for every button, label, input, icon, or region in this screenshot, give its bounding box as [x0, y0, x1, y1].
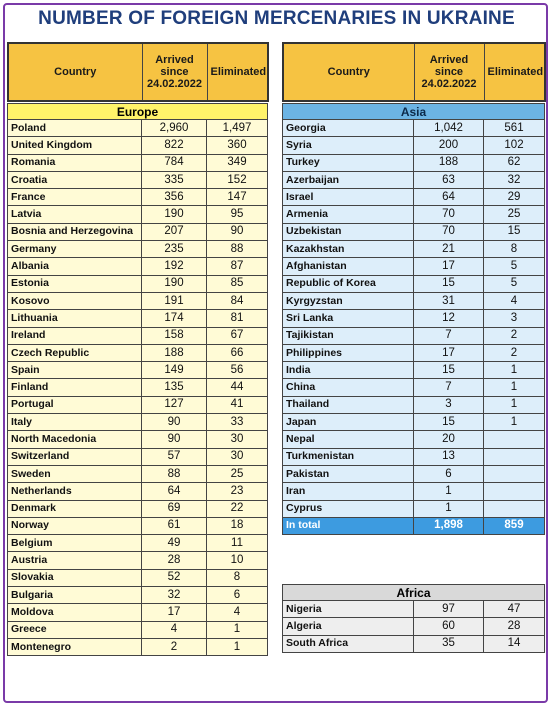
eliminated-cell: 10	[207, 552, 268, 569]
country-cell: France	[8, 189, 142, 206]
arrived-cell: 69	[142, 500, 207, 517]
eliminated-cell: 6	[207, 587, 268, 604]
arrived-cell: 784	[142, 154, 207, 171]
table-row	[8, 171, 268, 188]
arrived-cell: 32	[142, 587, 207, 604]
country-cell: Kazakhstan	[283, 241, 414, 258]
arrived-header	[142, 43, 207, 101]
table-row	[283, 379, 545, 396]
arrived-cell: 17	[414, 258, 484, 275]
arrived-cell: 57	[142, 448, 207, 465]
arrived-cell: 31	[414, 292, 484, 309]
eliminated-cell: 15	[484, 223, 545, 240]
eliminated-cell	[484, 448, 545, 465]
eliminated-cell: 30	[207, 448, 268, 465]
arrived-cell: 70	[414, 206, 484, 223]
arrived-header-line2: since	[160, 66, 189, 78]
country-cell: Israel	[283, 189, 414, 206]
country-cell: Lithuania	[8, 310, 142, 327]
arrived-cell: 174	[142, 310, 207, 327]
eliminated-cell: 25	[207, 465, 268, 482]
arrived-cell: 235	[142, 241, 207, 258]
arrived-cell: 21	[414, 241, 484, 258]
eliminated-cell: 561	[484, 120, 545, 137]
europe-header-table	[7, 42, 269, 102]
table-row	[8, 587, 268, 604]
table-row	[283, 396, 545, 413]
country-cell: Spain	[8, 362, 142, 379]
table-row	[283, 171, 545, 188]
arrived-cell: 1,042	[414, 120, 484, 137]
arrived-cell: 13	[414, 448, 484, 465]
arrived-cell: 52	[142, 569, 207, 586]
eliminated-cell: 84	[207, 292, 268, 309]
country-cell: Estonia	[8, 275, 142, 292]
country-cell: Philippines	[283, 344, 414, 361]
eliminated-cell: 29	[484, 189, 545, 206]
eliminated-cell	[484, 465, 545, 482]
country-cell: Iran	[283, 483, 414, 500]
table-row	[8, 638, 268, 655]
table-row	[8, 431, 268, 448]
table-row	[283, 189, 545, 206]
table-row	[8, 120, 268, 137]
table-row	[283, 431, 545, 448]
table-row	[8, 362, 268, 379]
arrived-cell: 356	[142, 189, 207, 206]
table-row	[283, 327, 545, 344]
country-cell: Afghanistan	[283, 258, 414, 275]
country-cell: Greece	[8, 621, 142, 638]
arrived-cell: 200	[414, 137, 484, 154]
arrived-cell: 97	[414, 601, 484, 618]
country-cell: Kyrgyzstan	[283, 292, 414, 309]
table-row	[8, 275, 268, 292]
eliminated-cell: 2	[484, 344, 545, 361]
country-cell: India	[283, 362, 414, 379]
country-cell: Czech Republic	[8, 344, 142, 361]
arrived-cell: 149	[142, 362, 207, 379]
table-row	[283, 601, 545, 618]
arrived-cell: 64	[414, 189, 484, 206]
arrived-cell: 822	[142, 137, 207, 154]
arrived-cell: 20	[414, 431, 484, 448]
africa-section-label: Africa	[283, 585, 545, 601]
country-cell: Nigeria	[283, 601, 414, 618]
country-cell: Norway	[8, 517, 142, 534]
arrived-cell: 7	[414, 379, 484, 396]
arrived-cell: 61	[142, 517, 207, 534]
country-cell: Bulgaria	[8, 587, 142, 604]
arrived-cell: 190	[142, 206, 207, 223]
arrived-cell: 335	[142, 171, 207, 188]
eliminated-cell: 28	[484, 618, 545, 635]
arrived-cell: 15	[414, 362, 484, 379]
eliminated-cell: 22	[207, 500, 268, 517]
arrived-cell: 17	[142, 604, 207, 621]
country-cell: Italy	[8, 414, 142, 431]
total-eliminated: 859	[484, 517, 545, 534]
country-cell: Portugal	[8, 396, 142, 413]
table-row	[8, 223, 268, 240]
country-cell: Germany	[8, 241, 142, 258]
country-cell: Poland	[8, 120, 142, 137]
country-cell: Turkey	[283, 154, 414, 171]
arrived-cell: 1	[414, 483, 484, 500]
arrived-cell: 4	[142, 621, 207, 638]
table-row	[283, 241, 545, 258]
country-cell: Algeria	[283, 618, 414, 635]
eliminated-cell: 85	[207, 275, 268, 292]
arrived-cell: 158	[142, 327, 207, 344]
arrived-cell: 15	[414, 275, 484, 292]
eliminated-cell: 25	[484, 206, 545, 223]
table-row	[8, 448, 268, 465]
arrived-cell: 12	[414, 310, 484, 327]
arrived-cell: 1	[414, 500, 484, 517]
eliminated-cell: 87	[207, 258, 268, 275]
arrived-cell: 6	[414, 465, 484, 482]
arrived-cell: 88	[142, 465, 207, 482]
asia-rows	[283, 120, 545, 518]
table-row	[283, 275, 545, 292]
eliminated-cell: 349	[207, 154, 268, 171]
arrived-cell: 2	[142, 638, 207, 655]
table-row	[8, 552, 268, 569]
table-row	[8, 414, 268, 431]
eliminated-cell: 1	[207, 638, 268, 655]
eliminated-cell: 1	[484, 396, 545, 413]
total-label: In total	[283, 517, 414, 534]
eliminated-cell: 90	[207, 223, 268, 240]
eliminated-cell: 147	[207, 189, 268, 206]
eliminated-cell: 8	[207, 569, 268, 586]
country-cell: Uzbekistan	[283, 223, 414, 240]
arrived-cell: 28	[142, 552, 207, 569]
arrived-cell: 135	[142, 379, 207, 396]
table-row	[8, 379, 268, 396]
table-row	[283, 618, 545, 635]
country-cell: Azerbaijan	[283, 171, 414, 188]
arrived-cell: 17	[414, 344, 484, 361]
table-row	[283, 154, 545, 171]
eliminated-cell: 95	[207, 206, 268, 223]
country-cell: Kosovo	[8, 292, 142, 309]
table-row	[8, 517, 268, 534]
country-cell: Slovakia	[8, 569, 142, 586]
country-cell: Albania	[8, 258, 142, 275]
eliminated-cell: 1	[207, 621, 268, 638]
arrived-cell: 60	[414, 618, 484, 635]
country-cell: United Kingdom	[8, 137, 142, 154]
country-cell: Cyprus	[283, 500, 414, 517]
arrived-cell: 192	[142, 258, 207, 275]
table-row	[283, 500, 545, 517]
arrived-cell: 190	[142, 275, 207, 292]
eliminated-cell: 1,497	[207, 120, 268, 137]
eliminated-cell: 4	[484, 292, 545, 309]
country-cell: Denmark	[8, 500, 142, 517]
table-row	[8, 258, 268, 275]
table-row	[8, 535, 268, 552]
table-row	[283, 137, 545, 154]
eliminated-cell: 66	[207, 344, 268, 361]
eliminated-cell: 360	[207, 137, 268, 154]
arrived-cell: 2,960	[142, 120, 207, 137]
arrived-header-line2: since	[434, 66, 464, 78]
table-row	[8, 327, 268, 344]
eliminated-cell: 1	[484, 379, 545, 396]
country-cell: Georgia	[283, 120, 414, 137]
arrived-cell: 188	[142, 344, 207, 361]
country-cell: Republic of Korea	[283, 275, 414, 292]
table-row	[283, 465, 545, 482]
eliminated-header: Eliminated	[484, 43, 545, 101]
total-arrived: 1,898	[414, 517, 484, 534]
country-cell: Pakistan	[283, 465, 414, 482]
arrived-header	[414, 43, 484, 101]
eliminated-cell	[484, 500, 545, 517]
eliminated-cell: 56	[207, 362, 268, 379]
arrived-header-line1: Arrived	[155, 54, 194, 66]
country-cell: Sweden	[8, 465, 142, 482]
table-row	[8, 154, 268, 171]
country-cell: Syria	[283, 137, 414, 154]
table-row	[8, 569, 268, 586]
page-title: NUMBER OF FOREIGN MERCENARIES IN UKRAINE	[38, 8, 515, 29]
arrived-cell: 64	[142, 483, 207, 500]
country-cell: Japan	[283, 414, 414, 431]
eliminated-cell	[484, 483, 545, 500]
asia-header-table	[282, 42, 546, 102]
eliminated-cell: 44	[207, 379, 268, 396]
arrived-cell: 70	[414, 223, 484, 240]
table-row	[283, 344, 545, 361]
arrived-cell: 188	[414, 154, 484, 171]
table-row	[8, 344, 268, 361]
arrived-cell: 207	[142, 223, 207, 240]
table-row	[283, 292, 545, 309]
eliminated-cell: 67	[207, 327, 268, 344]
eliminated-cell: 41	[207, 396, 268, 413]
arrived-cell: 15	[414, 414, 484, 431]
table-row	[283, 120, 545, 137]
eliminated-header: Eliminated	[207, 43, 268, 101]
eliminated-cell: 152	[207, 171, 268, 188]
asia-total-row	[283, 517, 545, 534]
table-row	[8, 604, 268, 621]
arrived-cell: 191	[142, 292, 207, 309]
arrived-header-line1: Arrived	[429, 54, 469, 66]
arrived-cell: 49	[142, 535, 207, 552]
table-row	[283, 310, 545, 327]
country-cell: Montenegro	[8, 638, 142, 655]
table-row	[283, 414, 545, 431]
eliminated-cell: 11	[207, 535, 268, 552]
table-row	[8, 621, 268, 638]
table-row	[283, 206, 545, 223]
arrived-cell: 90	[142, 414, 207, 431]
eliminated-cell: 3	[484, 310, 545, 327]
africa-rows	[283, 601, 545, 653]
arrived-cell: 3	[414, 396, 484, 413]
country-cell: Finland	[8, 379, 142, 396]
country-cell: Nepal	[283, 431, 414, 448]
table-row	[8, 310, 268, 327]
eliminated-cell: 1	[484, 362, 545, 379]
table-row	[8, 137, 268, 154]
table-row	[283, 448, 545, 465]
eliminated-cell: 18	[207, 517, 268, 534]
eliminated-cell: 5	[484, 258, 545, 275]
arrived-header-line3: 24.02.2022	[146, 78, 203, 90]
eliminated-cell: 5	[484, 275, 545, 292]
asia-section-label: Asia	[283, 104, 545, 120]
table-row	[8, 465, 268, 482]
country-cell: Croatia	[8, 171, 142, 188]
arrived-cell: 127	[142, 396, 207, 413]
eliminated-cell: 4	[207, 604, 268, 621]
eliminated-cell: 102	[484, 137, 545, 154]
country-cell: Romania	[8, 154, 142, 171]
table-row	[283, 483, 545, 500]
country-cell: China	[283, 379, 414, 396]
country-cell: Bosnia and Herzegovina	[8, 223, 142, 240]
country-header: Country	[283, 43, 414, 101]
country-cell: Belgium	[8, 535, 142, 552]
table-row	[283, 223, 545, 240]
eliminated-cell: 14	[484, 635, 545, 652]
country-cell: Moldova	[8, 604, 142, 621]
eliminated-cell: 23	[207, 483, 268, 500]
table-row	[8, 396, 268, 413]
table-row	[8, 241, 268, 258]
eliminated-cell: 47	[484, 601, 545, 618]
eliminated-cell	[484, 431, 545, 448]
table-row	[8, 483, 268, 500]
country-cell: Ireland	[8, 327, 142, 344]
eliminated-cell: 81	[207, 310, 268, 327]
europe-section-label: Europe	[8, 104, 268, 120]
country-cell: Turkmenistan	[283, 448, 414, 465]
country-cell: North Macedonia	[8, 431, 142, 448]
arrived-cell: 63	[414, 171, 484, 188]
eliminated-cell: 32	[484, 171, 545, 188]
eliminated-cell: 8	[484, 241, 545, 258]
table-row	[8, 189, 268, 206]
eliminated-cell: 33	[207, 414, 268, 431]
country-cell: Tajikistan	[283, 327, 414, 344]
eliminated-cell: 30	[207, 431, 268, 448]
eliminated-cell: 62	[484, 154, 545, 171]
country-cell: Netherlands	[8, 483, 142, 500]
table-row	[8, 500, 268, 517]
country-cell: Latvia	[8, 206, 142, 223]
country-cell: Switzerland	[8, 448, 142, 465]
arrived-cell: 90	[142, 431, 207, 448]
arrived-header-line3: 24.02.2022	[421, 78, 477, 90]
country-cell: Thailand	[283, 396, 414, 413]
table-row	[283, 362, 545, 379]
table-row	[283, 258, 545, 275]
africa-table	[282, 584, 545, 653]
table-row	[8, 292, 268, 309]
arrived-cell: 35	[414, 635, 484, 652]
country-cell: Sri Lanka	[283, 310, 414, 327]
arrived-cell: 7	[414, 327, 484, 344]
europe-table	[7, 103, 268, 656]
europe-rows	[8, 120, 268, 656]
country-cell: Armenia	[283, 206, 414, 223]
country-cell: Austria	[8, 552, 142, 569]
eliminated-cell: 2	[484, 327, 545, 344]
country-header: Country	[8, 43, 142, 101]
country-cell: South Africa	[283, 635, 414, 652]
eliminated-cell: 1	[484, 414, 545, 431]
table-row	[8, 206, 268, 223]
asia-table	[282, 103, 545, 535]
eliminated-cell: 88	[207, 241, 268, 258]
